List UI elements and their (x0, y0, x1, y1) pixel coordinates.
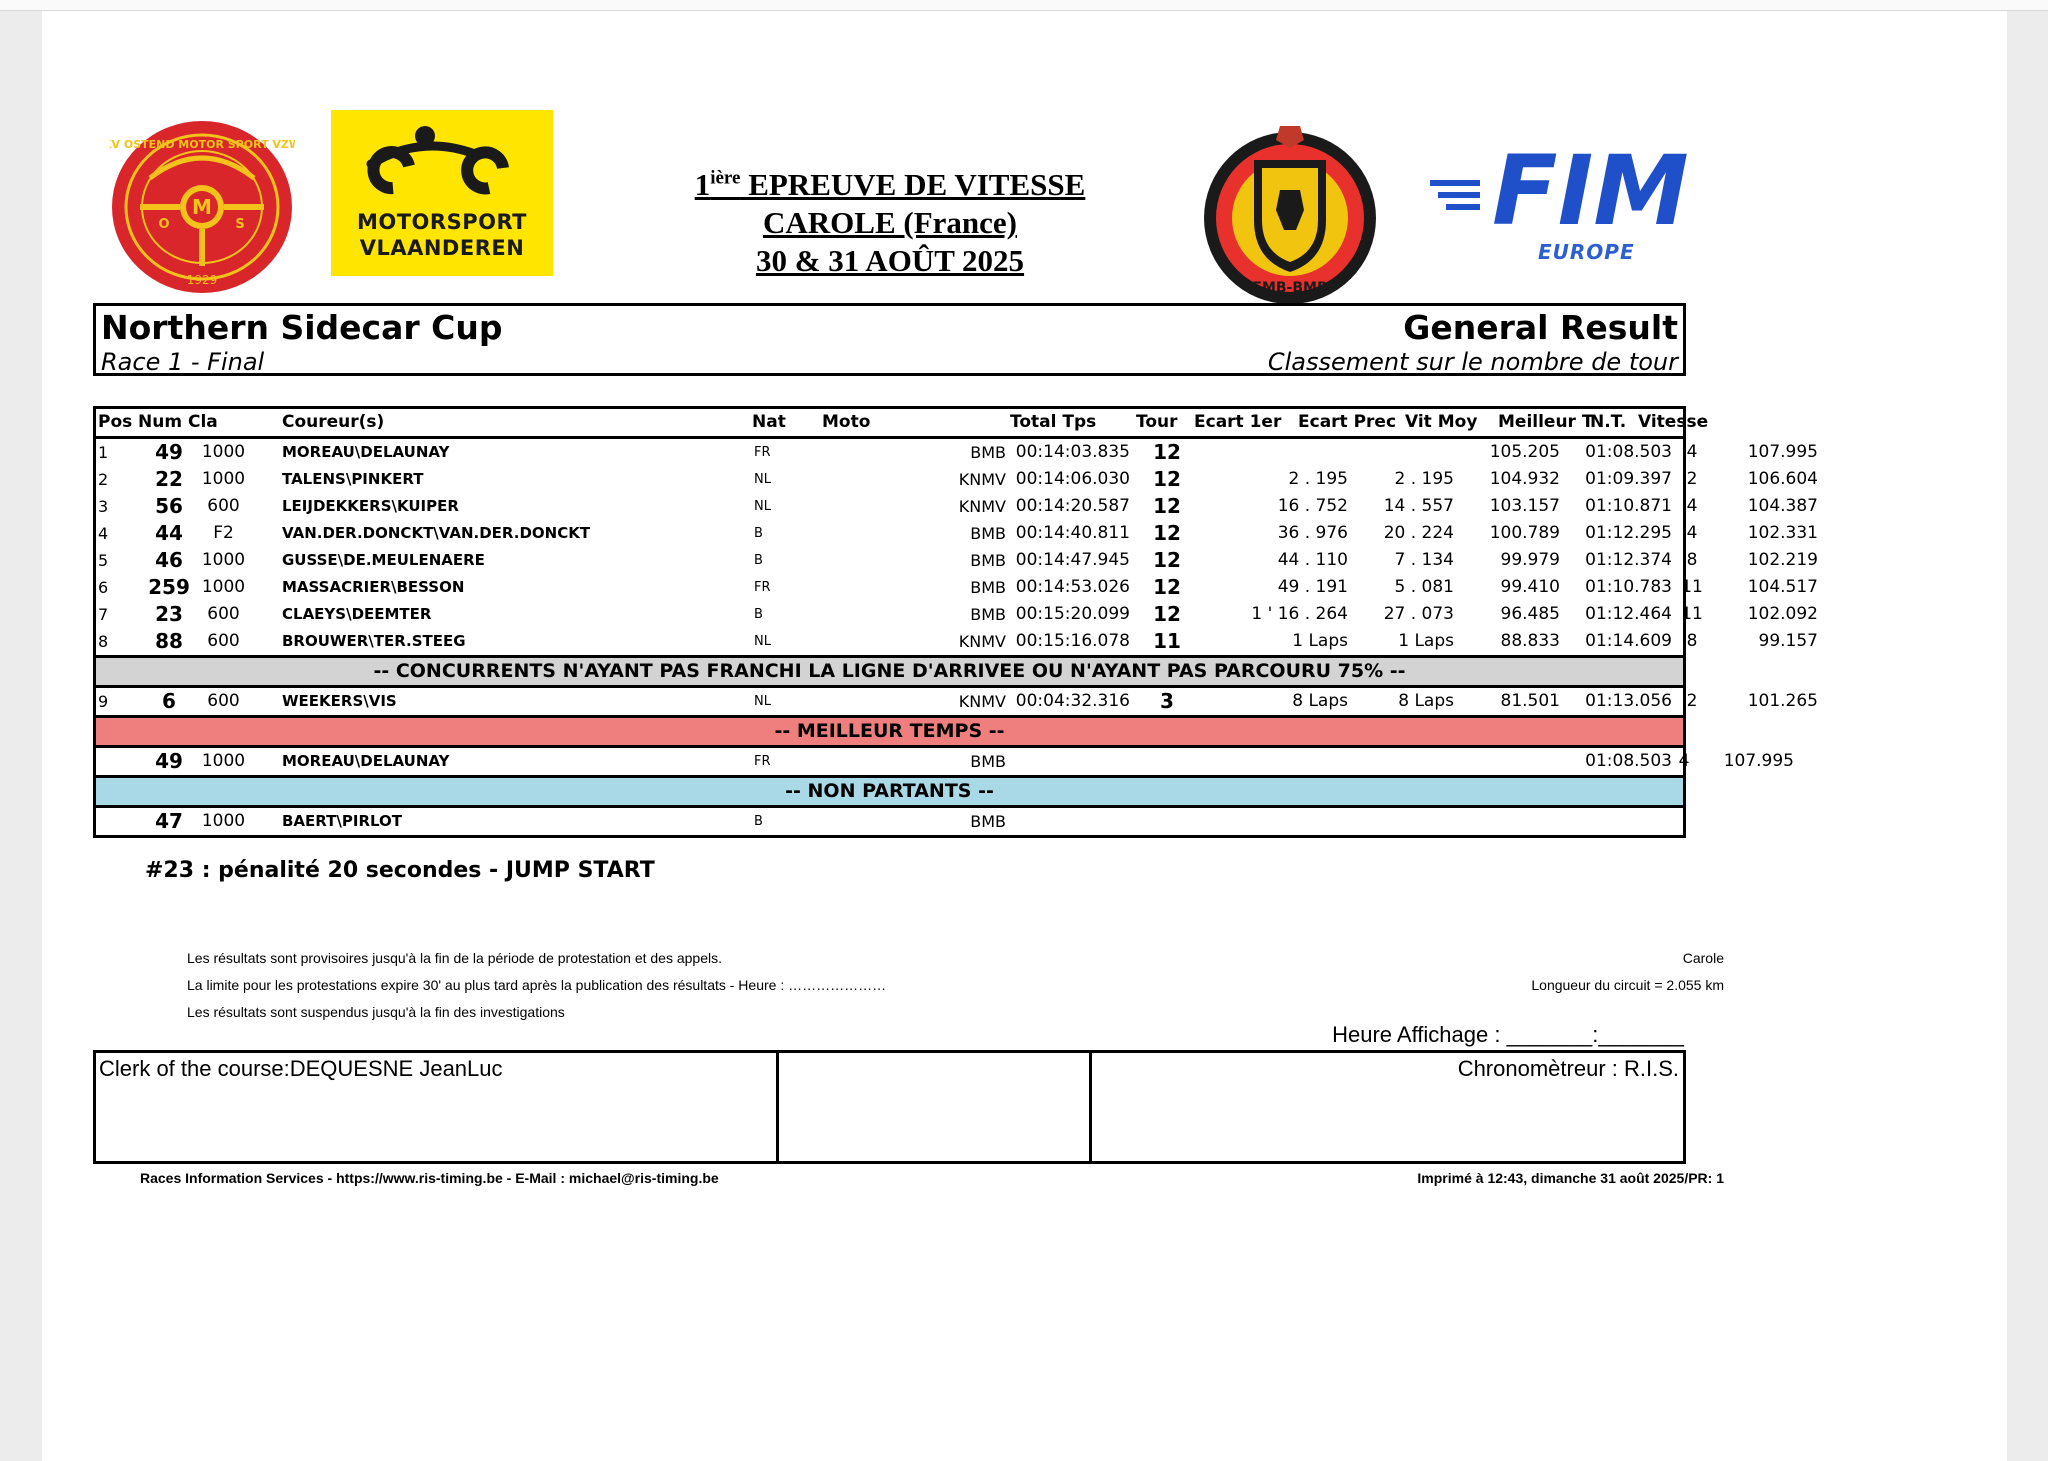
cell-laps: 12 (1153, 440, 1181, 464)
cell-gap-prev: 8 Laps (1398, 691, 1454, 711)
cell-avg-speed: 105.205 (1489, 442, 1560, 462)
cell-best-lap-no: 4 (1686, 496, 1698, 516)
cell-cla: 1000 (201, 811, 246, 831)
cell-avg-speed: 103.157 (1489, 496, 1560, 516)
cell-pos: 9 (98, 692, 109, 711)
cell-num: 49 (155, 440, 183, 464)
cell-riders: MOREAU\DELAUNAY (282, 443, 450, 461)
cell-gap-first: 2 . 195 (1288, 469, 1348, 489)
cell-gap-prev: 14 . 557 (1383, 496, 1454, 516)
cell-pos: 1 (98, 443, 109, 462)
cell-riders: GUSSE\DE.MEULENAERE (282, 551, 485, 569)
cell-moto: BMB (970, 812, 1006, 831)
best-time-rows (93, 745, 1794, 775)
fim-europe-label: EUROPE (1538, 240, 1635, 264)
cell-nat: NL (754, 634, 771, 649)
cell-gap-first: 16 . 752 (1277, 496, 1348, 516)
cell-moto: KNMV (958, 470, 1006, 489)
cell-avg-speed: 81.501 (1500, 691, 1560, 711)
cell-num: 46 (155, 548, 183, 572)
cell-total-time: 00:14:53.026 (1015, 577, 1130, 597)
svg-text:O: O (158, 217, 170, 232)
cell-best-lap-no: 8 (1686, 550, 1698, 570)
cell-best-lap-no: 11 (1681, 577, 1703, 597)
cell-laps: 11 (1153, 629, 1181, 653)
cell-pos: 6 (98, 578, 109, 597)
signature-box (93, 1050, 1686, 1164)
cell-cla: 600 (207, 631, 240, 651)
cell-best-lap: 01:12.374 (1585, 550, 1672, 570)
note-suspended: Les résultats sont suspendus jusqu'à la fin des investigations (187, 1004, 565, 1020)
cell-best-lap-no: 11 (1681, 604, 1703, 624)
cell-top-speed: 102.092 (1747, 604, 1818, 624)
result-title: General Result (1403, 308, 1678, 347)
col-ecartprec: Ecart Prec (1298, 412, 1397, 432)
circuit-length: Longueur du circuit = 2.055 km (1531, 977, 1724, 993)
cell-laps: 12 (1153, 575, 1181, 599)
col-vitmoy: Vit Moy (1405, 412, 1478, 432)
cell-avg-speed: 99.979 (1500, 550, 1560, 570)
event-title: $1^{ière}$ EPREUVE DE VITESSE CAROLE (France) 30 & 31 AOÛT 2025 (694, 167, 1086, 279)
col-tour: Tour (1136, 412, 1178, 432)
cell-num: 23 (155, 602, 183, 626)
result-subtitle: Classement sur le nombre de tour (1267, 348, 1678, 376)
cell-laps: 12 (1153, 602, 1181, 626)
clerk-of-course: Clerk of the course:DEQUESNE JeanLuc (99, 1056, 503, 1081)
divider (1089, 1053, 1092, 1161)
table-row (96, 547, 1818, 574)
cell-laps: 3 (1160, 689, 1174, 713)
cell-best-lap: 01:12.464 (1585, 604, 1672, 624)
cell-moto: KNMV (958, 692, 1006, 711)
cell-best-lap: 01:14.609 (1585, 631, 1672, 651)
cell-total-time: 00:14:40.811 (1015, 523, 1130, 543)
table-row (96, 808, 1683, 835)
penalty-note: #23 : pénalité 20 secondes - JUMP START (145, 858, 655, 883)
svg-text:M: M (192, 195, 212, 219)
cell-moto: KNMV (958, 497, 1006, 516)
cell-best-lap: 01:09.397 (1585, 469, 1672, 489)
cell-gap-first: 49 . 191 (1277, 577, 1348, 597)
cell-total-time: 00:14:20.587 (1015, 496, 1130, 516)
cell-cla: 600 (207, 496, 240, 516)
cell-num: 88 (155, 629, 183, 653)
cell-nat: B (754, 607, 763, 622)
cell-moto: KNMV (958, 632, 1006, 651)
cell-best-lap-no: 2 (1686, 691, 1698, 711)
cell-riders: BROUWER\TER.STEEG (282, 632, 466, 650)
result-header (93, 303, 1686, 376)
table-row (96, 688, 1818, 715)
cell-total-time: 00:15:20.099 (1015, 604, 1130, 624)
cell-laps: 12 (1153, 494, 1181, 518)
cell-num: 47 (155, 809, 183, 833)
posting-time: Heure Affichage : _______:_______ (1332, 1022, 1684, 1047)
cell-nat: B (754, 526, 763, 541)
cell-top-speed: 107.995 (1723, 751, 1794, 771)
cell-avg-speed: 104.932 (1489, 469, 1560, 489)
cell-top-speed: 104.387 (1747, 496, 1818, 516)
cell-top-speed: 99.157 (1758, 631, 1818, 651)
cell-laps: 12 (1153, 548, 1181, 572)
cell-total-time: 00:14:47.945 (1015, 550, 1130, 570)
cell-nat: B (754, 553, 763, 568)
table-row (96, 628, 1818, 655)
cell-nat: B (754, 814, 763, 829)
cell-num: 49 (155, 749, 183, 773)
table-header (93, 406, 1709, 439)
cell-avg-speed: 96.485 (1500, 604, 1560, 624)
col-cla: Cla (188, 412, 218, 432)
cell-nat: FR (754, 580, 771, 595)
table-row (96, 493, 1818, 520)
table-row (96, 466, 1818, 493)
table-row (96, 748, 1794, 775)
cell-pos: 7 (98, 605, 109, 624)
cell-nat: NL (754, 472, 771, 487)
cell-cla: 1000 (201, 577, 246, 597)
col-coureurs: Coureur(s) (282, 412, 385, 432)
cell-cla: 600 (207, 691, 240, 711)
cell-pos: 8 (98, 632, 109, 651)
cell-gap-first: 1 ' 16 . 264 (1251, 604, 1348, 624)
note-provisional: Les résultats sont provisoires jusqu'à la fin de la période de protestation et des appels. (187, 950, 722, 966)
cell-laps: 12 (1153, 521, 1181, 545)
col-total: Total Tps (1010, 412, 1097, 432)
cell-num: 259 (148, 575, 190, 599)
cell-gap-prev: 27 . 073 (1383, 604, 1454, 624)
cell-moto: BMB (970, 605, 1006, 624)
cell-num: 44 (155, 521, 183, 545)
cell-gap-prev: 5 . 081 (1394, 577, 1454, 597)
cell-gap-first: 1 Laps (1292, 631, 1348, 651)
footer-right: Imprimé à 12:43, dimanche 31 août 2025/PR: 1 (1417, 1170, 1724, 1186)
cell-best-lap: 01:10.783 (1585, 577, 1672, 597)
cell-best-lap: 01:10.871 (1585, 496, 1672, 516)
cell-best-lap: 01:08.503 (1585, 442, 1672, 462)
note-protest-limit: La limite pour les protestations expire 30' au plus tard après la publication des résultats - Heure : ………………… (187, 977, 887, 993)
cup-title: Northern Sidecar Cup (101, 308, 503, 347)
cell-riders: CLAEYS\DEEMTER (282, 605, 432, 623)
cell-best-lap-no: 8 (1686, 631, 1698, 651)
cell-nat: FR (754, 754, 771, 769)
table-row (96, 520, 1818, 547)
col-meilleur: Meilleur T (1498, 412, 1594, 432)
cell-gap-first: 44 . 110 (1277, 550, 1348, 570)
race-name: Race 1 - Final (101, 348, 265, 376)
cell-total-time: 00:14:03.835 (1015, 442, 1130, 462)
cell-gap-prev: 2 . 195 (1394, 469, 1454, 489)
col-moto: Moto (822, 412, 871, 432)
divider (776, 1053, 779, 1161)
cell-laps: 12 (1153, 467, 1181, 491)
best-time-band: -- MEILLEUR TEMPS -- (93, 715, 1686, 745)
cell-gap-first: 36 . 976 (1277, 523, 1348, 543)
cell-top-speed: 106.604 (1747, 469, 1818, 489)
svg-text:FIM: FIM (1492, 140, 1689, 240)
col-nat: Nat (752, 412, 786, 432)
circuit-name: Carole (1682, 950, 1724, 966)
cell-num: 6 (162, 689, 176, 713)
cell-best-lap: 01:08.503 (1585, 751, 1672, 771)
cell-cla: 1000 (201, 751, 246, 771)
table-row (96, 439, 1818, 466)
svg-text:FMB-BMB: FMB-BMB (1252, 280, 1328, 296)
table-row (96, 601, 1818, 628)
cell-cla: 1000 (201, 550, 246, 570)
cell-cla: 1000 (201, 442, 246, 462)
cell-top-speed: 107.995 (1747, 442, 1818, 462)
cell-best-lap: 01:13.056 (1585, 691, 1672, 711)
non-starters-rows (93, 805, 1686, 838)
cell-riders: MOREAU\DELAUNAY (282, 752, 450, 770)
cell-cla: 600 (207, 604, 240, 624)
cell-moto: BMB (970, 443, 1006, 462)
non-starters-band: -- NON PARTANTS -- (93, 775, 1686, 805)
footer-left: Races Information Services - https://www.ris-timing.be - E-Mail : michael@ris-timing.be (140, 1170, 719, 1186)
cell-moto: BMB (970, 551, 1006, 570)
results-table (93, 406, 1818, 838)
mv-line2: VLAANDEREN (359, 236, 525, 260)
cell-total-time: 00:15:16.078 (1015, 631, 1130, 651)
top-edge (0, 0, 2048, 11)
col-pos: Pos (98, 412, 133, 432)
cell-avg-speed: 99.410 (1500, 577, 1560, 597)
fim-europe-logo (1430, 140, 1690, 270)
cell-moto: BMB (970, 578, 1006, 597)
cell-pos: 5 (98, 551, 109, 570)
cell-best-lap-no: 2 (1686, 469, 1698, 489)
cell-riders: MASSACRIER\BESSON (282, 578, 465, 596)
svg-text:1929: 1929 (186, 273, 218, 287)
dnf-band: -- CONCURRENTS N'AYANT PAS FRANCHI LA LIGNE D'ARRIVEE OU N'AYANT PAS PARCOURU 75% -- (93, 655, 1686, 685)
cell-best-lap-no: 4 (1678, 751, 1690, 771)
cell-gap-prev: 1 Laps (1398, 631, 1454, 651)
fmb-bmb-logo (1196, 120, 1384, 308)
cell-best-lap-no: 4 (1686, 523, 1698, 543)
svg-text:KV OSTEND MOTOR SPORT VZW: KV OSTEND MOTOR SPORT VZW (110, 138, 295, 151)
cell-top-speed: 102.331 (1747, 523, 1818, 543)
mv-line1: MOTORSPORT (356, 210, 528, 234)
cell-riders: TALENS\PINKERT (282, 470, 424, 488)
cell-gap-prev: 7 . 134 (1394, 550, 1454, 570)
cell-num: 22 (155, 467, 183, 491)
col-vitesse: Vitesse (1638, 412, 1709, 432)
cell-top-speed: 102.219 (1747, 550, 1818, 570)
col-nt: N.T. (1590, 412, 1627, 432)
results-rows (93, 439, 1818, 655)
svg-text:S: S (235, 217, 245, 232)
cell-riders: VAN.DER.DONCKT\VAN.DER.DONCKT (282, 524, 591, 542)
cell-moto: BMB (970, 524, 1006, 543)
timekeeper: Chronomètreur : R.I.S. (1457, 1056, 1679, 1081)
cell-avg-speed: 88.833 (1500, 631, 1560, 651)
cell-best-lap: 01:12.295 (1585, 523, 1672, 543)
cell-nat: NL (754, 694, 771, 709)
col-ecart1: Ecart 1er (1194, 412, 1282, 432)
motorsport-vlaanderen-logo (331, 110, 553, 276)
col-num: Num (138, 412, 183, 432)
cell-total-time: 00:14:06.030 (1015, 469, 1130, 489)
cell-nat: NL (754, 499, 771, 514)
cell-gap-prev: 20 . 224 (1383, 523, 1454, 543)
cell-riders: LEIJDEKKERS\KUIPER (282, 497, 459, 515)
cell-riders: WEEKERS\VIS (282, 692, 397, 710)
cell-pos: 4 (98, 524, 109, 543)
cell-best-lap-no: 4 (1686, 442, 1698, 462)
cell-avg-speed: 100.789 (1489, 523, 1560, 543)
cell-pos: 3 (98, 497, 109, 516)
cell-cla: F2 (213, 523, 234, 543)
cell-top-speed: 101.265 (1747, 691, 1818, 711)
cell-top-speed: 104.517 (1747, 577, 1818, 597)
cell-nat: FR (754, 445, 771, 460)
cell-num: 56 (155, 494, 183, 518)
cell-cla: 1000 (201, 469, 246, 489)
cell-moto: BMB (970, 752, 1006, 771)
cell-riders: BAERT\PIRLOT (282, 812, 403, 830)
ostend-motor-sport-logo (110, 118, 295, 296)
dnf-rows (93, 685, 1818, 715)
table-row (96, 574, 1818, 601)
cell-pos: 2 (98, 470, 109, 489)
cell-total-time: 00:04:32.316 (1015, 691, 1130, 711)
cell-gap-first: 8 Laps (1292, 691, 1348, 711)
